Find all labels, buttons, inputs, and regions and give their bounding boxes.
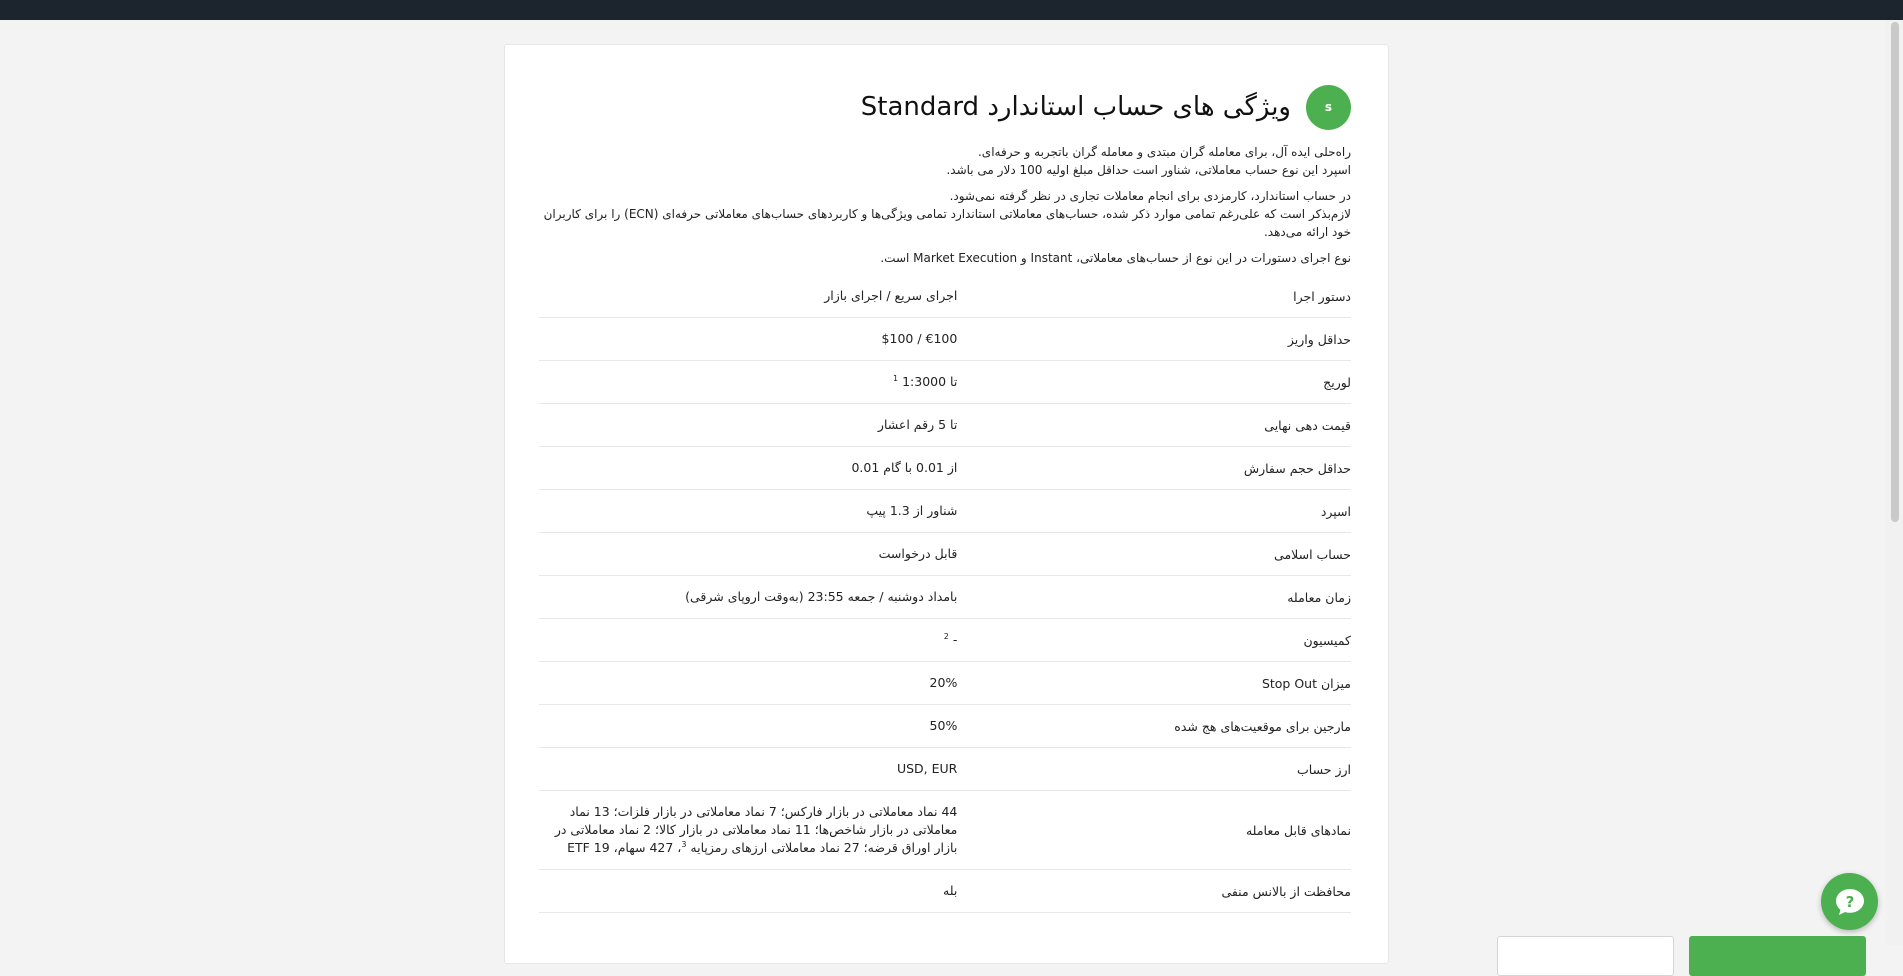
spec-label: حداقل حجم سفارش [957,447,1351,490]
spec-label: میزان Stop Out [957,662,1351,705]
account-card [504,44,1389,964]
fees-paragraph [539,187,1351,241]
specs-row [539,662,1351,705]
specs-row [539,275,1351,318]
spec-value-text: اجرای سریع / اجرای بازار [824,288,958,303]
spec-value [539,576,957,619]
open-account-button[interactable] [1689,936,1866,976]
spec-value [539,361,957,404]
page-scrollbar[interactable] [1886,20,1903,945]
spec-label: اسپرد [957,490,1351,533]
spec-value [539,662,957,705]
spec-value [539,490,957,533]
specs-row [539,619,1351,662]
fees-line: در حساب استاندارد، کارمزدی برای انجام معاملات تجاری در نظر گرفته نمی‌شود. [949,189,1351,203]
page-title: ویژگی های حساب استاندارد Standard [860,92,1291,122]
question-bubble-icon [1834,887,1866,917]
svg-text:?: ? [1845,892,1854,911]
account-header [539,85,1351,129]
spec-value [539,791,957,870]
spec-value [539,748,957,791]
spec-value [539,705,957,748]
scrollbar-thumb[interactable] [1891,22,1899,522]
demo-account-button[interactable] [1497,936,1674,976]
footnote-marker: 1 [893,373,899,383]
specs-row [539,490,1351,533]
footnote-marker: 2 [943,631,949,641]
spec-value-text: بله [943,883,958,898]
spec-value-text: تا 1:3000 [902,374,958,389]
spec-label: حداقل واریز [957,318,1351,361]
spec-value-tail: ، 427 سهام، 19 ETF [567,840,682,855]
intro-paragraph [539,143,1351,179]
specs-row [539,791,1351,870]
top-navbar [0,0,1903,20]
intro-line: راه‌حلی ایده آل، برای معامله گران مبتدی و معامله گران باتجربه و حرفه‌ای. [977,145,1351,159]
spec-value-text: تا 5 رقم اعشار [877,417,958,432]
spec-value [539,619,957,662]
spec-value-text: €100 / $100 [881,331,958,346]
intro-line: اسپرد این نوع حساب معاملاتی، شناور است حداقل مبلغ اولیه 100 دلار می باشد. [946,163,1351,177]
spec-value-text: USD, EUR [896,761,958,776]
fees-line: لازم‌بذکر است که علی‌رغم تمامی موارد ذکر شده، حساب‌های معاملاتی استاندارد تمامی ویژگی‌ها و کاربردهای حساب‌های معاملاتی حرفه‌ای (ECN) را برای کاربران خود ارائه می‌دهد. [543,207,1351,239]
footnote-marker: 3 [681,839,687,849]
spec-label: زمان معامله [957,576,1351,619]
spec-value [539,404,957,447]
spec-value-text: بامداد دوشنبه / جمعه 23:55 (به‌وقت اروپای شرقی) [685,589,958,604]
account-card-content [539,85,1351,913]
spec-value-text: 50% [929,718,958,733]
spec-value [539,275,957,318]
spec-value [539,318,957,361]
specs-row [539,361,1351,404]
spec-value-text: - [952,632,958,647]
specs-row [539,870,1351,913]
spec-label: مارجین برای موقعیت‌های هج شده [957,705,1351,748]
specs-row [539,447,1351,490]
execution-note: نوع اجرای دستورات در این نوع از حساب‌های معاملاتی، Instant و Market Execution است. [880,251,1351,265]
spec-value-text: شناور از 1.3 پیپ [866,503,958,518]
specs-row [539,705,1351,748]
specs-row [539,404,1351,447]
spec-label: حساب اسلامی [957,533,1351,576]
spec-label: دستور اجرا [957,275,1351,318]
spec-value-text: 20% [929,675,958,690]
spec-label: نمادهای قابل معامله [957,791,1351,870]
specs-row [539,533,1351,576]
specs-row [539,576,1351,619]
specs-row [539,318,1351,361]
spec-label: ارز حساب [957,748,1351,791]
spec-label: قیمت دهی نهایی [957,404,1351,447]
spec-value [539,533,957,576]
help-chat-button[interactable] [1821,873,1878,930]
spec-value [539,870,957,913]
spec-value-text: 44 نماد معاملاتی در بازار فارکس؛ 7 نماد معاملاتی در بازار فلزات؛ 13 نماد معاملاتی در بازار شاخص‌ها؛ 11 نماد معاملاتی در بازار کالا؛ 2 نماد معاملاتی در بازار اوراق قرضه؛ 27 نماد معاملاتی ارزهای رمزپایه [554,804,958,855]
spec-label: محافظت از بالانس منفی [957,870,1351,913]
spec-value-text: قابل درخواست [878,546,958,561]
action-buttons [1497,936,1866,976]
account-badge: s [1306,85,1351,130]
specs-table [539,275,1351,913]
spec-value [539,447,957,490]
spec-value-text: از 0.01 با گام 0.01 [851,460,958,475]
spec-label: کمیسیون [957,619,1351,662]
specs-row [539,748,1351,791]
spec-label: لوریج [957,361,1351,404]
